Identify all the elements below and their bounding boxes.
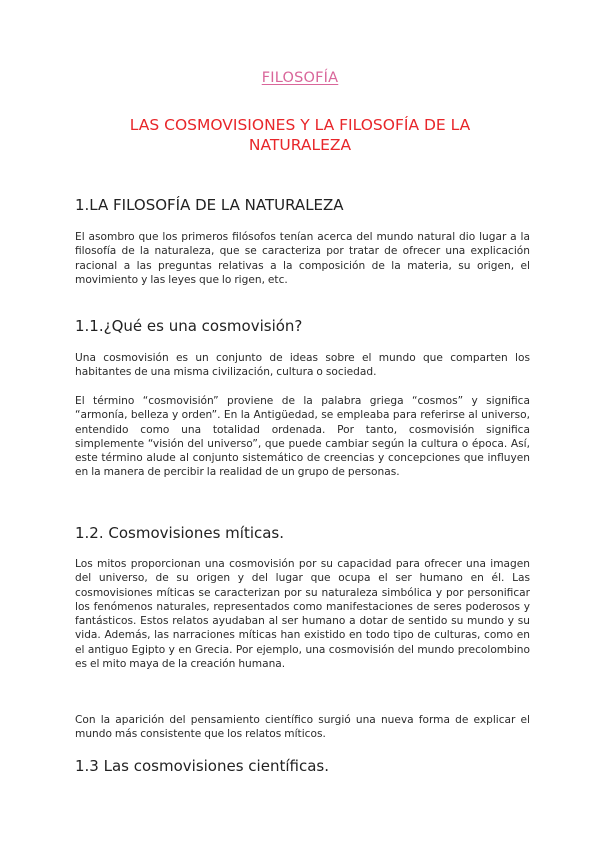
paragraph-cosmovisiones-miticas: Los mitos proporcionan una cosmovisión por su capacidad para ofrecer una imagen del universo, de su origen y del lugar que ocupa el ser humano en él. Las cosmovisiones míticas se caracterizan por su naturaleza simbólica y por personificar los fenómenos naturales, representados como manifestaciones de seres poderosos y fantásticos. Estos relatos ayudaban al ser humano a dotar de sentido su mundo y su vida. Además, las narraciones míticas han existido en todo tipo de culturas, como en el antiguo Egipto y en Grecia. Por ejemplo, una cosmovisión del mundo precolombino es el mito maya de la creación humana. — [75, 558, 530, 671]
paragraph-cosmovision-termino: El término “cosmovisión” proviene de la palabra griega “cosmos” y significa “armonía, belleza y orden”. En la Antigüedad, se empleaba para referirse al universo, entendido como una totalidad ordenada. Por tanto, cosmovisión significa simplemente “visión del universo”, que puede cambiar según la cultura o época. Así, este término alude al conjunto sistemático de creencias y concepciones que influyen en la manera de percibir la realidad de un grupo de personas. — [75, 395, 530, 479]
section-heading-filosofia-naturaleza: 1.LA FILOSOFÍA DE LA NATURALEZA — [75, 196, 344, 214]
paragraph-filosofia-naturaleza: El asombro que los primeros filósofos tenían acerca del mundo natural dio lugar a la filosofía de la naturaleza, que se caracteriza por tratar de ofrecer una explicación racional a las preguntas relativas a la composición de la materia, su origen, el movimiento y las leyes que lo rigen, etc. — [75, 231, 530, 286]
document-title: FILOSOFÍA — [261, 70, 339, 86]
section-heading-cosmovisiones-miticas: 1.2. Cosmovisiones míticas. — [75, 524, 285, 542]
section-heading-cosmovision: 1.1.¿Qué es una cosmovisión? — [75, 317, 303, 335]
paragraph-pensamiento-cientifico: Con la aparición del pensamiento científico surgió una nueva forma de explicar el mundo más consistente que los relatos míticos. — [75, 714, 530, 741]
document-subtitle: LAS COSMOVISIONES Y LA FILOSOFÍA DE LA NATURALEZA — [129, 116, 471, 154]
section-heading-cosmovisiones-cientificas: 1.3 Las cosmovisiones científicas. — [75, 757, 329, 775]
paragraph-cosmovision-definicion: Una cosmovisión es un conjunto de ideas sobre el mundo que comparten los habitantes de una misma civilización, cultura o sociedad. — [75, 352, 530, 379]
